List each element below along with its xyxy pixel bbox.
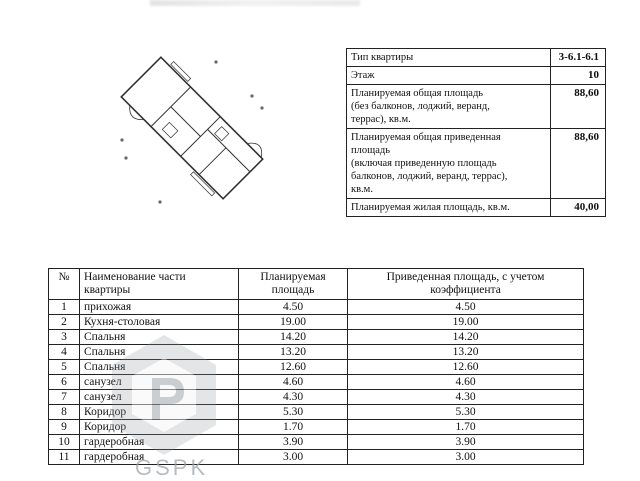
plan-balcony: [191, 172, 215, 196]
plan-axis-marker: [120, 138, 123, 141]
plan-wall: [171, 107, 201, 137]
row-name: гардеробная: [80, 435, 239, 450]
info-row-reduced-area: [347, 129, 606, 199]
plan-axis-marker: [260, 106, 263, 109]
row-name: Коридор: [80, 420, 239, 435]
info-row-floor: [347, 67, 606, 85]
row-planned: 3.90: [239, 435, 348, 450]
row-name: Коридор: [80, 405, 239, 420]
row-planned: 19.00: [239, 315, 348, 330]
info-value: 88,60: [551, 129, 606, 199]
plan-wall: [199, 148, 226, 175]
row-no: 8: [49, 405, 80, 420]
info-value: 40,00: [551, 199, 606, 217]
header-name: Наименование части квартиры: [80, 269, 239, 300]
table-row: [49, 375, 584, 390]
row-no: 2: [49, 315, 80, 330]
row-no: 11: [49, 450, 80, 465]
row-planned: 4.50: [239, 300, 348, 315]
info-value: 3-6.1-6.1: [551, 49, 606, 67]
row-name: прихожая: [80, 300, 239, 315]
table-row: [49, 360, 584, 375]
plan-door-arc: [126, 105, 144, 123]
row-name: Спальня: [80, 330, 239, 345]
row-planned: 13.20: [239, 345, 348, 360]
row-reduced: 3.00: [348, 450, 584, 465]
info-label: Этаж: [347, 67, 551, 85]
row-planned: 4.30: [239, 390, 348, 405]
table-row: [49, 435, 584, 450]
row-no: 3: [49, 330, 80, 345]
row-planned: 3.00: [239, 450, 348, 465]
row-name: Спальня: [80, 360, 239, 375]
row-planned: 12.60: [239, 360, 348, 375]
row-reduced: 19.00: [348, 315, 584, 330]
row-name: санузел: [80, 375, 239, 390]
plan-balcony: [171, 62, 191, 82]
plan-fixture: [162, 122, 178, 138]
row-no: 10: [49, 435, 80, 450]
info-value: 10: [551, 67, 606, 85]
info-row-total-area: [347, 85, 606, 129]
table-row: [49, 300, 584, 315]
plan-wall: [208, 129, 250, 171]
table-row: [49, 390, 584, 405]
plan-axis-marker: [158, 200, 161, 203]
row-name: Спальня: [80, 345, 239, 360]
blurred-header-fragment: [150, 0, 360, 6]
header-no: №: [49, 269, 80, 300]
row-planned: 5.30: [239, 405, 348, 420]
plan-axis-marker: [250, 94, 253, 97]
row-no: 7: [49, 390, 80, 405]
info-row-living-area: [347, 199, 606, 217]
info-row-type: [347, 49, 606, 67]
row-reduced: 1.70: [348, 420, 584, 435]
table-row: [49, 345, 584, 360]
table-row: [49, 420, 584, 435]
floor-plan-svg: [112, 48, 272, 208]
table-row: [49, 405, 584, 420]
info-value: 88,60: [551, 85, 606, 129]
row-reduced: 4.30: [348, 390, 584, 405]
info-label: Тип квартиры: [347, 49, 551, 67]
row-no: 1: [49, 300, 80, 315]
row-planned: 4.60: [239, 375, 348, 390]
plan-door-arc: [247, 139, 266, 158]
plan-axis-marker: [214, 60, 217, 63]
row-planned: 14.20: [239, 330, 348, 345]
rooms-table-header: [49, 269, 584, 300]
row-reduced: 4.50: [348, 300, 584, 315]
header-reduced: Приведенная площадь, с учетом коэффициента: [348, 269, 584, 300]
row-reduced: 14.20: [348, 330, 584, 345]
row-name: санузел: [80, 390, 239, 405]
rooms-table: [48, 268, 584, 465]
info-label: Планируемая жилая площадь, кв.м.: [347, 199, 551, 217]
table-row: [49, 315, 584, 330]
row-name: Кухня-столовая: [80, 315, 239, 330]
row-no: 5: [49, 360, 80, 375]
floor-plan-drawing: [112, 48, 272, 208]
row-reduced: 12.60: [348, 360, 584, 375]
info-label: Планируемая общая площадь (без балконов, лоджий, веранд, террас), кв.м.: [347, 85, 551, 129]
row-reduced: 13.20: [348, 345, 584, 360]
row-reduced: 5.30: [348, 405, 584, 420]
header-planned: Планируемая площадь: [239, 269, 348, 300]
table-row: [49, 450, 584, 465]
row-reduced: 3.90: [348, 435, 584, 450]
row-no: 9: [49, 420, 80, 435]
info-label: Планируемая общая приведенная площадь (включая приведенную площадь балконов, лоджий, веранд, террас), кв.м.: [347, 129, 551, 199]
plan-axis-marker: [124, 156, 127, 159]
apartment-info-table: [346, 48, 606, 217]
row-planned: 1.70: [239, 420, 348, 435]
row-name: гардеробная: [80, 450, 239, 465]
watermark-logo-text: GSPK: [135, 455, 209, 480]
row-reduced: 4.60: [348, 375, 584, 390]
row-no: 4: [49, 345, 80, 360]
table-row: [49, 330, 584, 345]
row-no: 6: [49, 375, 80, 390]
